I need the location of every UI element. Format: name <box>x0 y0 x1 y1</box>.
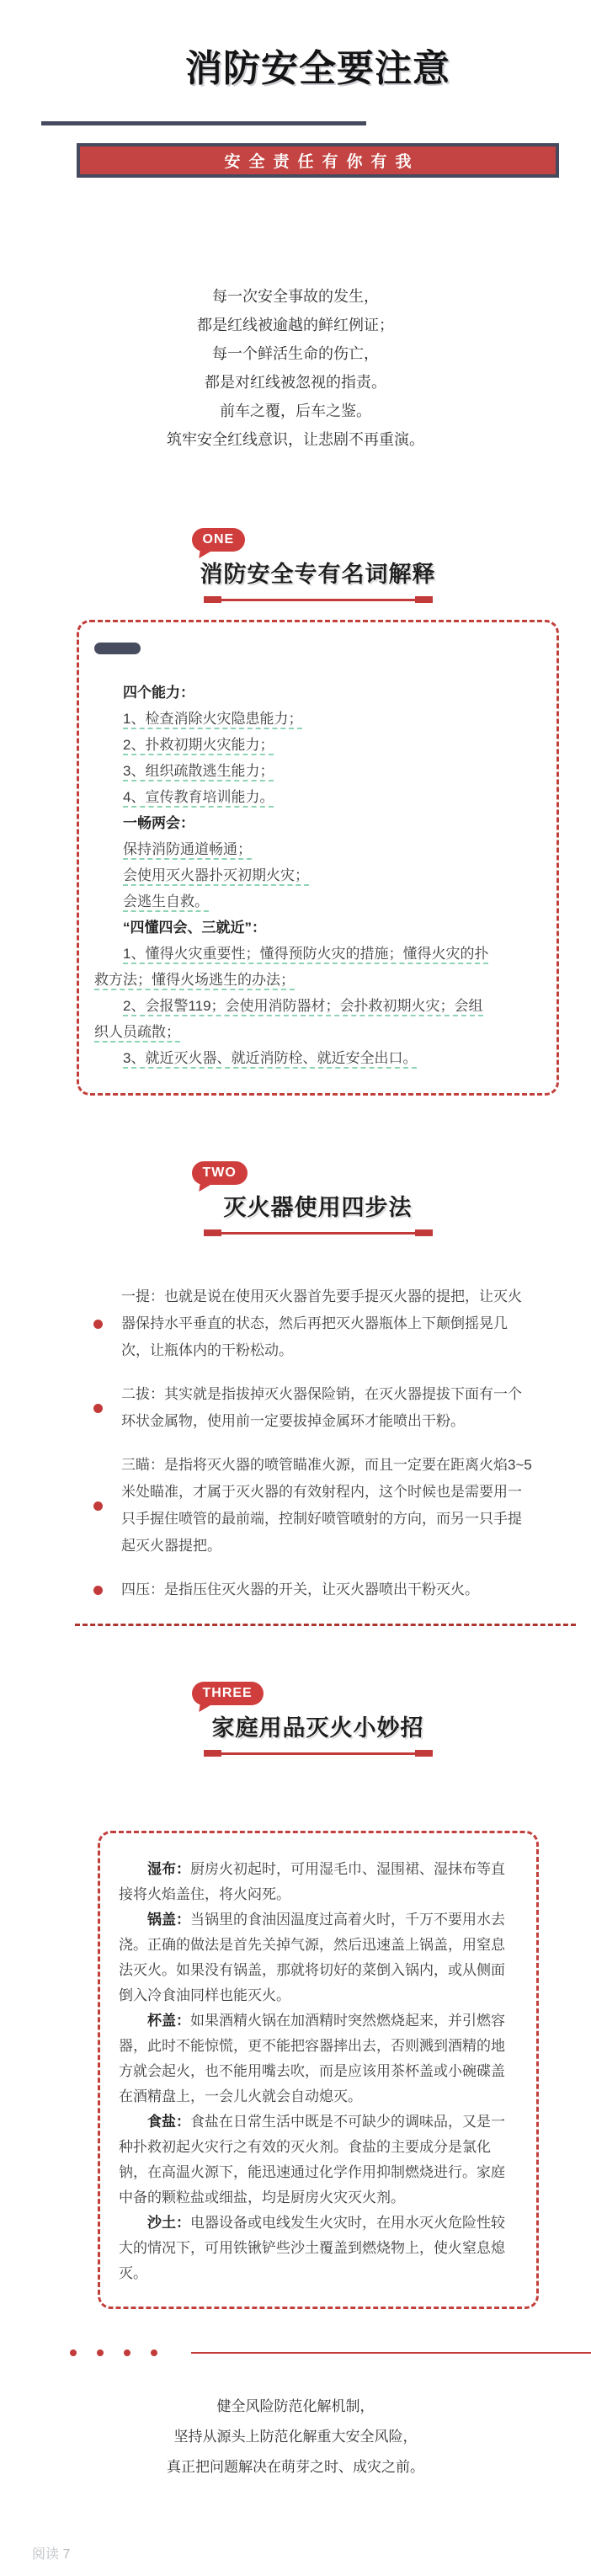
terms-box <box>77 620 559 1096</box>
section-three-header <box>77 1682 559 1757</box>
underline-line <box>221 1752 415 1755</box>
term-item: 会逃生自救。 <box>94 888 495 915</box>
divider-line <box>191 2352 591 2354</box>
tip-text: 当锅里的食油因温度过高着火时，千万不要用水去浇。正确的做法是首先关掉气源，然后迅速盖上锅盖，用窒息法灭火。如果没有锅盖，那就将切好的菜倒入锅内，或从侧面倒入冷食油同样也能灭火。 <box>119 1912 505 2004</box>
intro-line: 每一次安全事故的发生， <box>212 288 379 306</box>
title-divider-rule <box>41 121 366 125</box>
term-item: 2、会报警119；会使用消防器材；会扑救初期火灾；会组织人员疏散； <box>94 993 495 1045</box>
tip-term: 沙土： <box>147 2215 190 2232</box>
tip-item <box>119 1907 508 2008</box>
tip-term: 食盐： <box>147 2114 190 2131</box>
box-corner-pill <box>94 643 141 654</box>
underline-end-square <box>204 1750 221 1757</box>
tip-item <box>119 2109 508 2211</box>
section-three-underline <box>204 1750 433 1757</box>
section-two-title: 灭火器使用四步法 <box>223 1195 413 1221</box>
tips-box <box>98 1831 539 2309</box>
bullet-dot <box>93 1586 103 1595</box>
underline-end-square <box>204 1229 221 1236</box>
tip-text: 电器设备或电线发生火灾时，在用水灭火危险性较大的情况下，可用铁锹铲些沙土覆盖到燃烧物上，使火窒息熄灭。 <box>119 2215 505 2282</box>
term-group-heading: 一畅两会： <box>123 815 194 832</box>
tip-term: 湿布： <box>147 1861 190 1878</box>
intro-line: 都是对红线被忽视的指责。 <box>205 374 386 392</box>
dashed-section-divider <box>75 1624 576 1626</box>
underline-end-square <box>415 1229 433 1236</box>
footer-line: 坚持从源头上防范化解重大安全风险， <box>173 2429 418 2445</box>
section-one-title: 消防安全专有名词解释 <box>200 562 436 588</box>
section-one-header <box>77 528 559 603</box>
underline-line <box>221 1232 415 1235</box>
page-title: 消防安全要注意 <box>185 48 450 90</box>
step-item <box>93 1283 559 1364</box>
underline-end-square <box>204 596 221 603</box>
term-item: 3、就近灭火器、就近消防栓、就近安全出口。 <box>94 1045 495 1071</box>
term-group-heading: 四个能力： <box>123 685 194 701</box>
divider-dot <box>70 2349 77 2356</box>
term-item: 保持消防通道畅通； <box>94 836 495 862</box>
step-text: 四压：是指压住灭火器的开关，让灭火器喷出干粉灭火。 <box>121 1581 479 1598</box>
section-two-header <box>77 1161 559 1236</box>
slogan-banner-label: 安全责任有你有我 <box>224 153 420 172</box>
divider-dot <box>151 2349 157 2356</box>
section-one-underline <box>204 596 433 603</box>
divider-dot <box>97 2349 104 2356</box>
dots-divider <box>70 2349 591 2356</box>
underline-end-square <box>415 596 433 603</box>
divider-dot <box>124 2349 130 2356</box>
terms-box-content <box>94 680 495 1071</box>
intro-line: 都是红线被逾越的鲜红例证； <box>197 317 394 334</box>
tip-term: 杯盖： <box>147 2013 190 2029</box>
step-text: 二拔：其实就是指拔掉灭火器保险销，在灭火器提拔下面有一个环状金属物，使用前一定要拔掉金属环才能喷出干粉。 <box>121 1386 522 1430</box>
bullet-dot <box>93 1404 103 1413</box>
tips-box-content <box>119 1857 508 2286</box>
tip-term: 锅盖： <box>147 1912 190 1928</box>
section-three-badge: THREE <box>192 1682 264 1705</box>
tip-text: 食盐在日常生活中既是不可缺少的调味品，又是一种扑救初起火灾行之有效的灭火剂。食盐的主要成分是氯化钠，在高温火源下，能迅速通过化学作用抑制燃烧进行。家庭中备的颗粒盐或细盐，均是厨房火灾灭火剂。 <box>119 2114 505 2206</box>
read-count: 阅读 7 <box>32 2547 71 2563</box>
term-group-heading: “四懂四会、三就近”： <box>123 920 266 936</box>
tip-item <box>119 2008 508 2109</box>
section-two-underline <box>204 1229 433 1236</box>
intro-line: 筑牢安全红线意识，让悲剧不再重演。 <box>167 431 424 449</box>
term-item: 会使用灭火器扑灭初期火灾； <box>94 862 495 888</box>
intro-line: 前车之覆，后车之鉴。 <box>220 403 371 420</box>
steps-list <box>77 1283 559 1603</box>
term-item: 2、扑救初期火灾能力； <box>94 732 495 758</box>
bullet-dot <box>93 1501 103 1511</box>
footer-line: 真正把问题解决在萌芽之时、成灾之前。 <box>167 2459 424 2476</box>
tip-text: 如果酒精火锅在加酒精时突然燃烧起来，并引燃容器，此时不能惊慌，更不能把容器摔出去，否则溅到酒精的地方就会起火，也不能用嘴去吹，而是应该用茶杯盖或小碗碟盖在酒精盘上，一会儿火就会自动熄灭。 <box>119 2013 505 2105</box>
tip-text: 厨房火初起时，可用湿毛巾、湿围裙、湿抹布等直接将火焰盖住，将火闷死。 <box>119 1861 505 1903</box>
footer-paragraph <box>0 2392 591 2483</box>
tip-item <box>119 2211 508 2286</box>
term-item: 4、宣传教育培训能力。 <box>94 784 495 810</box>
term-item: 1、懂得火灾重要性；懂得预防火灾的措施；懂得火灾的扑救方法；懂得火场逃生的办法； <box>94 941 495 993</box>
intro-line: 每一个鲜活生命的伤亡， <box>212 345 379 363</box>
underline-line <box>221 599 415 601</box>
intro-paragraph <box>0 282 591 454</box>
step-item <box>93 1576 559 1603</box>
step-text: 一提：也就是说在使用灭火器首先要手提灭火器的提把，让灭火器保持水平垂直的状态，然后再把灭火器瓶体上下颠倒摇晃几次，让瓶体内的干粉松动。 <box>121 1288 522 1359</box>
term-item: 1、检查消除火灾隐患能力； <box>94 706 495 732</box>
step-item <box>93 1452 559 1560</box>
step-text: 三瞄：是指将灭火器的喷管瞄准火源，而且一定要在距离火焰3~5米处瞄准，才属于灭火器的有效射程内，这个时候也是需要用一只手握住喷管的最前端，控制好喷管喷射的方向，而另一只手提起灭火器提把。 <box>121 1457 532 1555</box>
footer-line: 健全风险防范化解机制， <box>216 2398 375 2415</box>
section-two-badge: TWO <box>192 1161 248 1185</box>
step-item <box>93 1381 559 1435</box>
tip-item <box>119 1857 508 1907</box>
slogan-banner <box>77 143 559 178</box>
bullet-dot <box>93 1320 103 1329</box>
section-one-badge: ONE <box>192 528 246 552</box>
underline-end-square <box>415 1750 433 1757</box>
term-item: 3、组织疏散逃生能力； <box>94 758 495 784</box>
section-three-title: 家庭用品灭火小妙招 <box>211 1715 424 1741</box>
